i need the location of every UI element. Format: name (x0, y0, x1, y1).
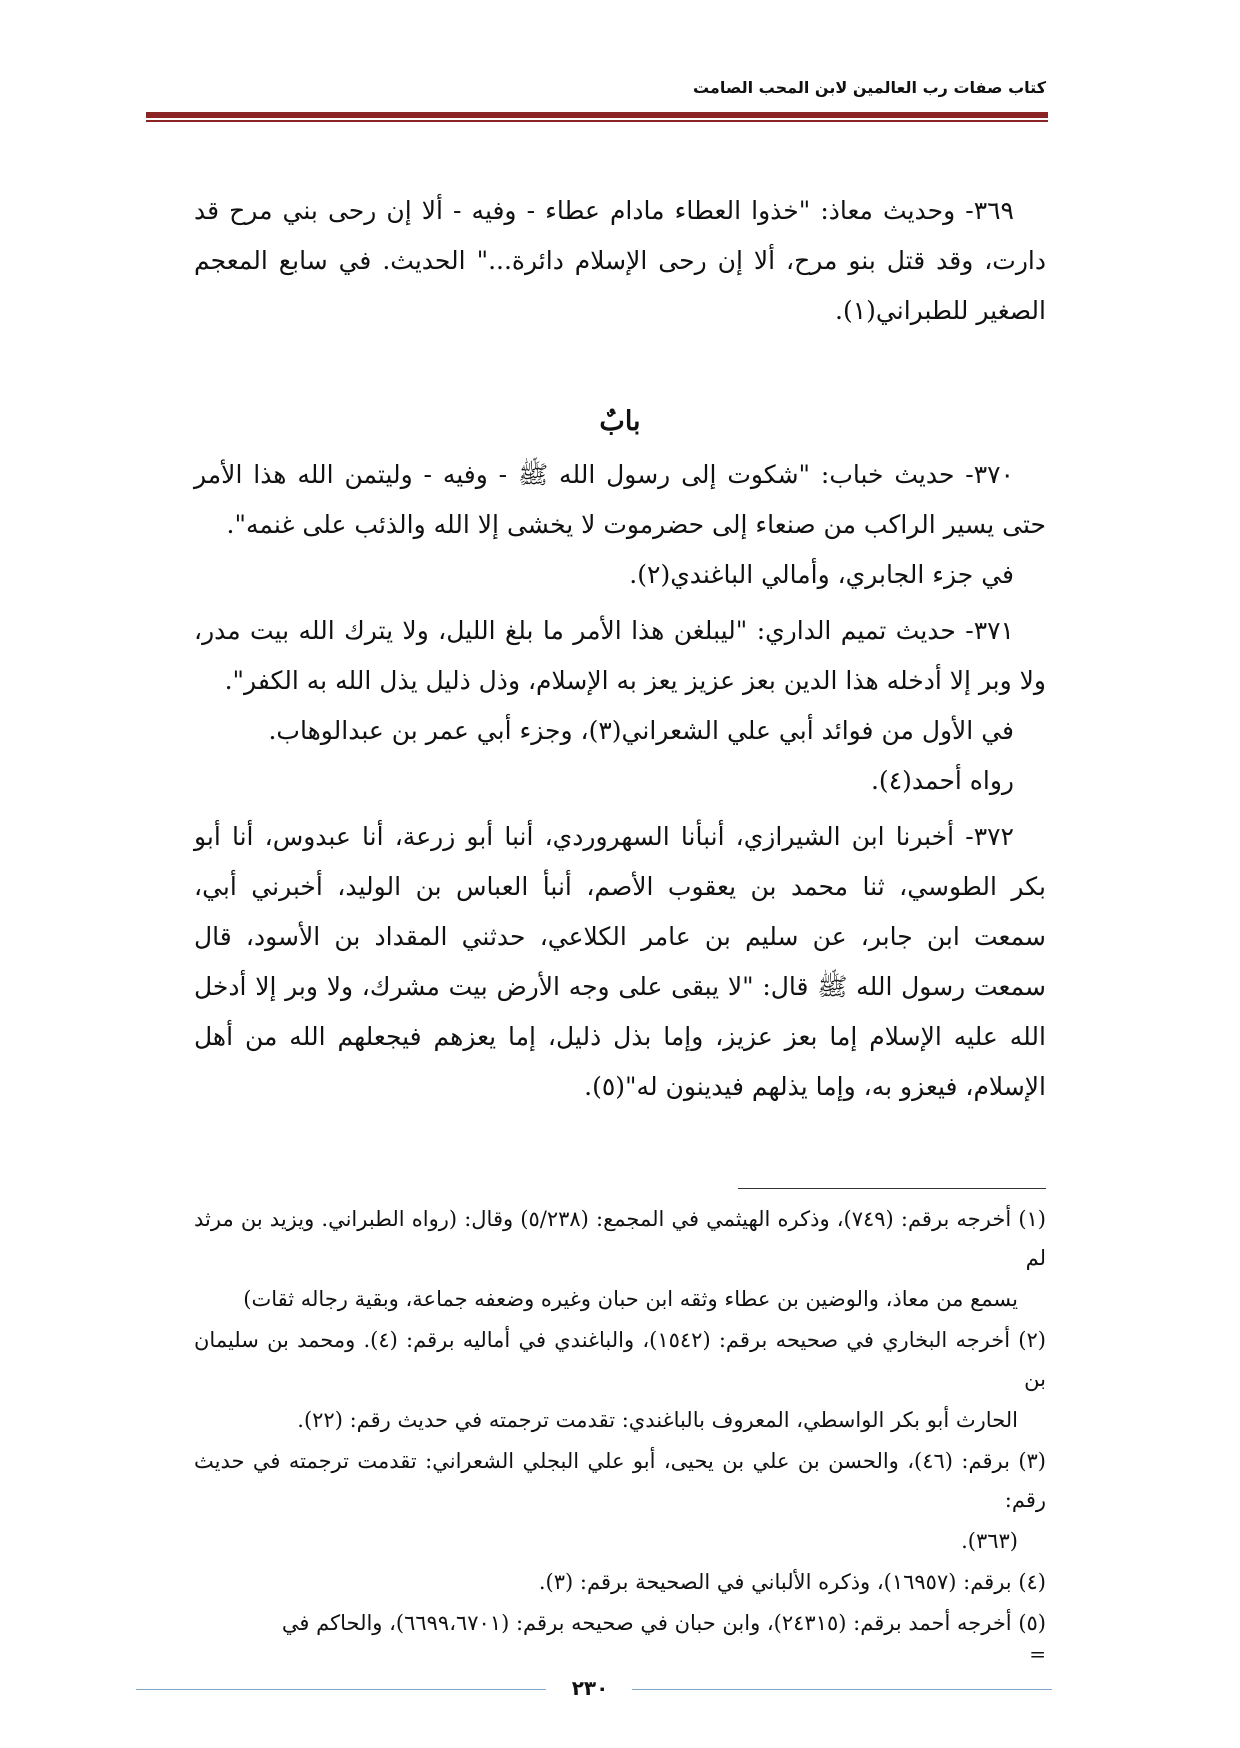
main-text (194, 186, 1046, 1112)
footer-rule-right (632, 1689, 1052, 1690)
footer-rule-left (136, 1689, 546, 1690)
paragraph-372: ٣٧٢- أخبرنا ابن الشيرازي، أنبأنا السهروردي، أنبا أبو زرعة، أنا عبدوس، أنا أبو بكر الطوسي، ثنا محمد بن يعقوب الأصم، أنبأ العباس بن الوليد، أخبرني أبي، سمعت ابن جابر، عن سليم بن عامر الكلاعي، حدثني المقداد بن الأسود، قال سمعت رسول الله ﷺ قال: "لا يبقى على وجه الأرض بيت مشرك، ولا وبر إلا أدخل الله عليه الإسلام إما بعز عزيز، وإما بذل ذليل، إما يعزهم فيجعلهم الله من أهل الإسلام، فيعزو به، وإما يذلهم فيدينون له"(٥). (194, 822, 1046, 1101)
paragraph-369: ٣٦٩- وحديث معاذ: "خذوا العطاء مادام عطاء - وفيه - ألا إن رحى بني مرح قد دارت، وقد قتل بنو مرح، ألا إن رحى الإسلام دائرة..." الحديث. في سابع المعجم الصغير للطبراني(١). (194, 196, 1046, 325)
footnote-3-continuation: (٣٦٣). (961, 1529, 1018, 1553)
paragraph-371: ٣٧١- حديث تميم الداري: "ليبلغن هذا الأمر ما بلغ الليل، ولا يترك الله بيت مدر، ولا وبر إلا أدخله هذا الدين بعز عزيز يعز به الإسلام، وذل ذليل يذل الله به الكفر". (194, 616, 1046, 695)
running-header-title: كتاب صفات رب العالمين لابن المحب الصامت (692, 78, 1046, 97)
section-heading: بابٌ (599, 406, 641, 437)
footnote-separator (738, 1188, 1046, 1189)
header-rule-thick (146, 112, 1048, 118)
footnote-3: (٣) برقم: (٤٦)، والحسن بن علي بن يحيى، أبو علي البجلي الشعراني: تقدمت ترجمته في حديث رقم: (194, 1449, 1046, 1512)
paragraph-370: ٣٧٠- حديث خباب: "شكوت إلى رسول الله ﷺ - وفيه - وليتمن الله هذا الأمر حتى يسير الراكب من صنعاء إلى حضرموت لا يخشى إلا الله والذئب على غنمه". (194, 460, 1046, 539)
footnote-continues-mark: = (1029, 1642, 1046, 1666)
page-number: ٢٣٠ (571, 1676, 609, 1700)
header-rule-thin (146, 120, 1048, 122)
footnote-2-continuation: الحارث أبو بكر الواسطي، المعروف بالباغندي: تقدمت ترجمته في حديث رقم: (٢٢). (297, 1408, 1018, 1432)
footnote-1-continuation: يسمع من معاذ، والوضين بن عطاء وثقه ابن حبان وغيره وضعفه جماعة، وبقية رجاله ثقات) (243, 1287, 1018, 1311)
footnote-1: (١) أخرجه برقم: (٧٤٩)، وذكره الهيثمي في المجمع: (٥/٢٣٨) وقال: (رواه الطبراني. ويزيد بن مرثد لم (194, 1207, 1046, 1270)
paragraph-371-source: في الأول من فوائد أبي علي الشعراني(٣)، وجزء أبي عمر بن عبدالوهاب. (268, 716, 1014, 745)
footnote-5: (٥) أخرجه أحمد برقم: (٢٤٣١٥)، وابن حبان في صحيحه برقم: (٦٦٩٩،٦٧٠١)، والحاكم في (281, 1611, 1046, 1635)
paragraph-371-narration: رواه أحمد(٤). (870, 766, 1014, 795)
footnote-2: (٢) أخرجه البخاري في صحيحه برقم: (١٥٤٢)، والباغندي في أماليه برقم: (٤). ومحمد بن سليمان بن (194, 1328, 1046, 1391)
footnote-4: (٤) برقم: (١٦٩٥٧)، وذكره الألباني في الصحيحة برقم: (٣). (538, 1570, 1046, 1594)
footnotes (194, 1200, 1046, 1665)
paragraph-370-source: في جزء الجابري، وأمالي الباغندي(٢). (629, 560, 1014, 589)
